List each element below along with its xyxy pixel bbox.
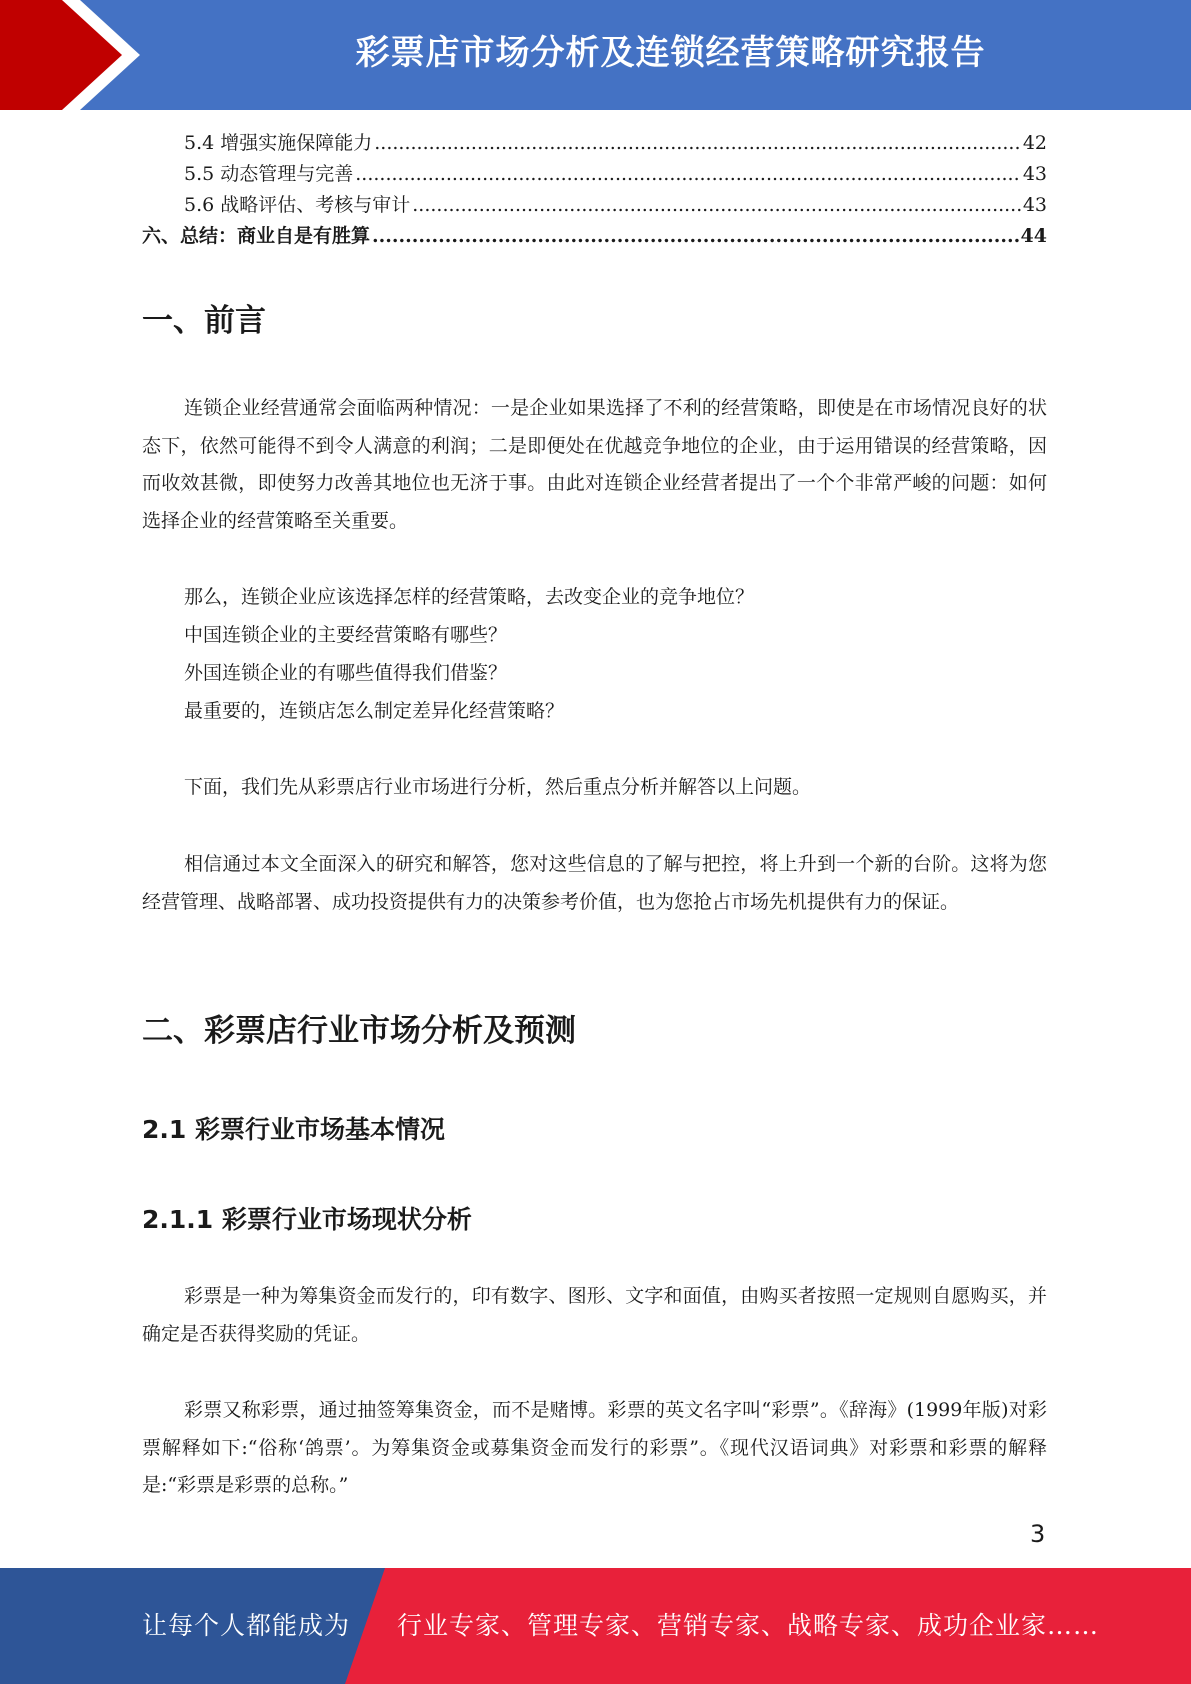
subsection-heading: 2.1 彩票行业市场基本情况 bbox=[142, 1115, 445, 1144]
question-item: 中国连锁企业的主要经营策略有哪些？ bbox=[184, 624, 508, 646]
toc-leader-dots bbox=[412, 194, 1021, 216]
footer-slogan-left: 让每个人都能成为 bbox=[142, 1611, 351, 1640]
section-heading-preface: 一、前言 bbox=[142, 303, 266, 339]
toc-entry-page: 43 bbox=[1022, 163, 1047, 185]
paragraph: 彩票又称彩票，通过抽签筹集资金，而不是赌博。彩票的英文名字叫“彩票”。《辞海》(1999年版)对彩票解释如下:“俗称‘鸽票’。为筹集资金或募集资金而发行的彩票”。《现代汉语词典》对彩票和彩票的解释是:“彩票是彩票的总称。” bbox=[142, 1399, 1047, 1496]
toc-entry-page: 43 bbox=[1022, 194, 1047, 216]
header-title: 彩票店市场分析及连锁经营策略研究报告 bbox=[355, 33, 986, 73]
paragraph: 相信通过本文全面深入的研究和解答，您对这些信息的了解与把控，将上升到一个新的台阶。这将为您经营管理、战略部署、成功投资提供有力的决策参考价值，也为您抢占市场先机提供有力的保证。 bbox=[142, 853, 1047, 913]
toc-entry[interactable] bbox=[142, 190, 1047, 221]
page-header bbox=[0, 0, 1191, 110]
toc-entry-page: 44 bbox=[1020, 225, 1047, 247]
paragraph: 彩票是一种为筹集资金而发行的，印有数字、图形、文字和面值，由购买者按照一定规则自愿购买，并确定是否获得奖励的凭证。 bbox=[142, 1285, 1047, 1345]
footer-slogan-right: 行业专家、管理专家、营销专家、战略专家、成功企业家…… bbox=[397, 1611, 1100, 1640]
toc-leader-dots bbox=[355, 163, 1021, 185]
section-heading-market-analysis: 二、彩票店行业市场分析及预测 bbox=[142, 1013, 576, 1049]
page-footer bbox=[0, 1568, 1191, 1684]
toc-entry-label: 六、总结：商业自是有胜算 bbox=[142, 225, 371, 247]
question-item: 那么，连锁企业应该选择怎样的经营策略，去改变企业的竞争地位？ bbox=[184, 586, 755, 608]
question-item: 最重要的，连锁店怎么制定差异化经营策略？ bbox=[184, 700, 565, 722]
toc-entry-label: 5.4 增强实施保障能力 bbox=[184, 132, 373, 154]
table-of-contents bbox=[142, 128, 1047, 252]
page-number: 3 bbox=[1030, 1520, 1046, 1548]
paragraph: 下面，我们先从彩票店行业市场进行分析，然后重点分析并解答以上问题。 bbox=[184, 776, 812, 798]
toc-leader-dots bbox=[374, 132, 1021, 154]
question-item: 外国连锁企业的有哪些值得我们借鉴？ bbox=[184, 662, 508, 684]
subsection-heading: 2.1.1 彩票行业市场现状分析 bbox=[142, 1205, 472, 1234]
toc-leader-dots bbox=[372, 225, 1019, 247]
header-arrow-decoration bbox=[0, 0, 160, 110]
question-list bbox=[142, 578, 1047, 730]
toc-entry-page: 42 bbox=[1022, 132, 1047, 154]
toc-entry-label: 5.6 战略评估、考核与审计 bbox=[184, 194, 411, 216]
toc-entry-label: 5.5 动态管理与完善 bbox=[184, 163, 354, 185]
toc-entry[interactable] bbox=[142, 159, 1047, 190]
toc-entry[interactable] bbox=[142, 221, 1047, 252]
paragraph: 连锁企业经营通常会面临两种情况：一是企业如果选择了不利的经营策略，即使是在市场情况良好的状态下，依然可能得不到令人满意的利润；二是即便处在优越竞争地位的企业，由于运用错误的经营策略，因而收效甚微，即使努力改善其地位也无济于事。由此对连锁企业经营者提出了一个个非常严峻的问题：如何选择企业的经营策略至关重要。 bbox=[142, 397, 1047, 532]
toc-entry[interactable] bbox=[142, 128, 1047, 159]
